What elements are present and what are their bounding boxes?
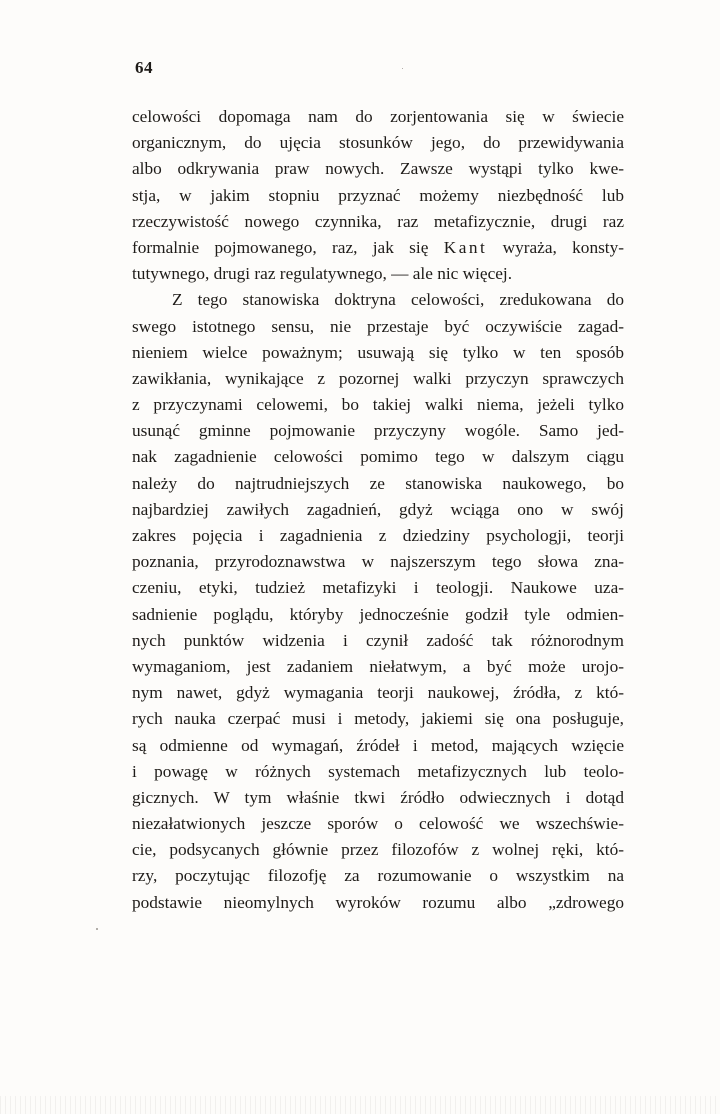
text-line: wymaganiom, jest zadaniem niełatwym, a być może urojo- [132, 656, 624, 676]
text-segment: formalnie pojmowanego, raz, jak się [132, 237, 429, 257]
text-line: usunąć gminne pojmowanie przyczyny wogóle. Samo jed- [132, 421, 624, 441]
text-line: tutywnego, drugi raz regulatywnego, — ale nic więcej. [132, 264, 513, 284]
text-line: niezałatwionych jeszcze sporów o celowość we wszechświe- [132, 814, 624, 834]
text-line: nych punktów widzenia i czynił zadość tak różnorodnym [132, 630, 624, 650]
author-name-kant: Kant [443, 237, 488, 257]
text-line: poznania, przyrodoznawstwa w najszerszym tego słowa zna- [132, 552, 624, 572]
text-line: nak zagadnienie celowości pomimo tego w dalszym ciągu [132, 447, 624, 467]
text-line: gicznych. W tym właśnie tkwi źródło odwiecznych i dotąd [132, 787, 624, 807]
text-line: cie, podsycanych głównie przez filozofów z wolnej ręki, któ- [132, 840, 624, 860]
text-line: swego istotnego sensu, nie przestaje być oczywiście zagad- [132, 316, 624, 336]
text-line: rych nauka czerpać musi i metody, jakiemi się ona posługuje, [132, 709, 624, 729]
text-line: celowości dopomaga nam do zorjentowania się w świecie [132, 107, 624, 126]
paragraph-start-line: Z tego stanowiska doktryna celowości, zredukowana do [172, 290, 624, 310]
text-line: sadnienie poglądu, któryby jednocześnie godził tyle odmien- [132, 604, 624, 624]
text-line: są odmienne od wymagań, źródeł i metod, mających wzięcie [132, 735, 624, 755]
text-line: zawikłania, wynikające z pozornej walki przyczyn sprawczych [132, 368, 624, 388]
body-text [132, 104, 624, 916]
page-number: 64 [135, 58, 153, 77]
text-line-with-name [132, 235, 624, 261]
text-line: organicznym, do ujęcia stosunków jego, do przewidywania [132, 133, 624, 153]
text-line: nym nawet, gdyż wymagania teorji naukowej, źródła, z któ- [132, 683, 624, 703]
text-line: stja, w jakim stopniu przyznać możemy niezbędność lub [132, 185, 624, 205]
text-line: należy do najtrudniejszych ze stanowiska naukowego, bo [132, 473, 624, 493]
text-line: rzy, poczytując filozofję za rozumowanie o wszystkim na [132, 866, 624, 886]
text-line: i powagę w różnych systemach metafizycznych lub teolo- [132, 761, 624, 781]
text-line: najbardziej zawiłych zagadnień, gdyż wciąga ono w swój [132, 499, 624, 519]
paper-speck [402, 68, 403, 69]
text-line: podstawie nieomylnych wyroków rozumu albo „zdrowego [132, 892, 624, 912]
text-line: z przyczynami celowemi, bo takiej walki niema, jeżeli tylko [132, 395, 624, 415]
text-line: albo odkrywania praw nowych. Zawsze wystąpi tylko kwe- [132, 159, 624, 179]
paper-speck [96, 928, 98, 930]
scan-edge-noise [0, 1096, 720, 1114]
text-line: rzeczywistość nowego czynnika, raz metafizycznie, drugi raz [132, 211, 624, 231]
text-segment: wyraża, konsty- [502, 237, 625, 257]
text-line: czeniu, etyki, tudzież metafizyki i teologji. Naukowe uza- [132, 578, 624, 598]
text-line: nieniem wielce poważnym; usuwają się tylko w ten sposób [132, 342, 624, 362]
text-line: zakres pojęcia i zagadnienia z dziedziny psychologji, teorji [132, 526, 624, 545]
